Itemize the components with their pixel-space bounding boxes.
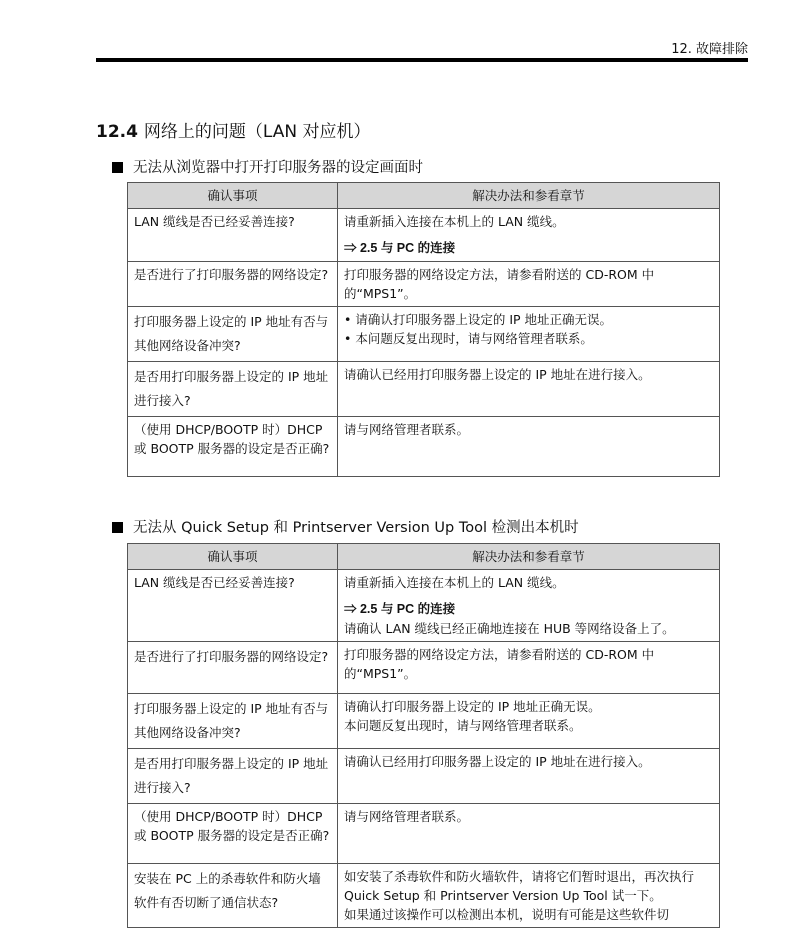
table-row — [128, 642, 720, 694]
section-number: 12.4 — [96, 122, 138, 142]
solution-cell — [338, 209, 720, 262]
solution-cell: 打印服务器的网络设定方法，请参看附送的 CD-ROM 中的“MPS1”。 — [338, 262, 720, 307]
check-cell: （使用 DHCP/BOOTP 时）DHCP 或 BOOTP 服务器的设定是否正确? — [128, 417, 338, 477]
check-cell: 是否用打印服务器上设定的 IP 地址进行接入? — [128, 362, 338, 417]
table2-title — [112, 516, 579, 537]
column-header-solution: 解决办法和参看章节 — [338, 183, 720, 209]
check-cell: 打印服务器上设定的 IP 地址有否与其他网络设备冲突? — [128, 694, 338, 749]
chapter-label: 12. 故障排除 — [671, 42, 748, 57]
table-row — [128, 694, 720, 749]
check-cell: 是否用打印服务器上设定的 IP 地址进行接入? — [128, 749, 338, 804]
check-cell: 打印服务器上设定的 IP 地址有否与其他网络设备冲突? — [128, 307, 338, 362]
check-cell: 是否进行了打印服务器的网络设定? — [128, 262, 338, 307]
table-row — [128, 570, 720, 642]
bullet-item: • 请确认打印服务器上设定的 IP 地址正确无误。 — [344, 310, 713, 329]
table1-title — [112, 156, 423, 177]
check-cell: LAN 缆线是否已经妥善连接? — [128, 570, 338, 642]
check-cell: （使用 DHCP/BOOTP 时）DHCP 或 BOOTP 服务器的设定是否正确? — [128, 804, 338, 864]
table-row — [128, 307, 720, 362]
page-header — [96, 38, 748, 62]
solution-cell: 请确认已经用打印服务器上设定的 IP 地址在进行接入。 — [338, 749, 720, 804]
column-header-check: 确认事项 — [128, 544, 338, 570]
solution-cell — [338, 864, 720, 928]
solution-cell: 请与网络管理者联系。 — [338, 804, 720, 864]
solution-text: 如安装了杀毒软件和防火墙软件，请将它们暂时退出，再次执行 Quick Setup 和 Printserver Version Up Tool 试一下。 — [344, 869, 695, 903]
table-row — [128, 417, 720, 477]
table-row — [128, 864, 720, 928]
check-cell: 是否进行了打印服务器的网络设定? — [128, 642, 338, 694]
square-bullet-icon — [112, 522, 123, 533]
check-cell: 安装在 PC 上的杀毒软件和防火墙软件有否切断了通信状态? — [128, 864, 338, 928]
solution-cell: 请与网络管理者联系。 — [338, 417, 720, 477]
table-row — [128, 262, 720, 307]
table-row — [128, 209, 720, 262]
table-row — [128, 362, 720, 417]
table-row — [128, 804, 720, 864]
solution-text: 请确认 LAN 缆线已经正确地连接在 HUB 等网络设备上了。 — [344, 621, 675, 636]
table2-title-text: 无法从 Quick Setup 和 Printserver Version Up Tool 检测出本机时 — [133, 520, 579, 536]
solution-cell — [338, 694, 720, 749]
solution-text: 请重新插入连接在本机上的 LAN 缆线。 — [344, 214, 565, 229]
solution-text: 本问题反复出现时，请与网络管理者联系。 — [344, 718, 582, 733]
solution-text: 请重新插入连接在本机上的 LAN 缆线。 — [344, 575, 565, 590]
table-header-row — [128, 183, 720, 209]
table-row — [128, 749, 720, 804]
troubleshoot-table-2 — [127, 543, 720, 928]
reference-link: ⇒ 2.5 与 PC 的连接 — [344, 602, 456, 616]
solution-cell — [338, 307, 720, 362]
solution-cell — [338, 570, 720, 642]
solution-text: 如果通过该操作可以检测出本机，说明有可能是这些软件切 — [344, 907, 670, 922]
table-header-row — [128, 544, 720, 570]
column-header-solution: 解决办法和参看章节 — [338, 544, 720, 570]
table1-title-text: 无法从浏览器中打开打印服务器的设定画面时 — [133, 160, 423, 176]
check-cell: LAN 缆线是否已经妥善连接? — [128, 209, 338, 262]
reference-link: ⇒ 2.5 与 PC 的连接 — [344, 241, 456, 255]
section-heading: 网络上的问题（LAN 对应机） — [143, 122, 371, 142]
solution-text: 请确认打印服务器上设定的 IP 地址正确无误。 — [344, 699, 601, 714]
section-title — [96, 117, 371, 142]
solution-cell: 打印服务器的网络设定方法，请参看附送的 CD-ROM 中的“MPS1”。 — [338, 642, 720, 694]
column-header-check: 确认事项 — [128, 183, 338, 209]
troubleshoot-table-1 — [127, 182, 720, 477]
solution-cell: 请确认已经用打印服务器上设定的 IP 地址在进行接入。 — [338, 362, 720, 417]
bullet-item: • 本问题反复出现时，请与网络管理者联系。 — [344, 329, 713, 348]
square-bullet-icon — [112, 162, 123, 173]
